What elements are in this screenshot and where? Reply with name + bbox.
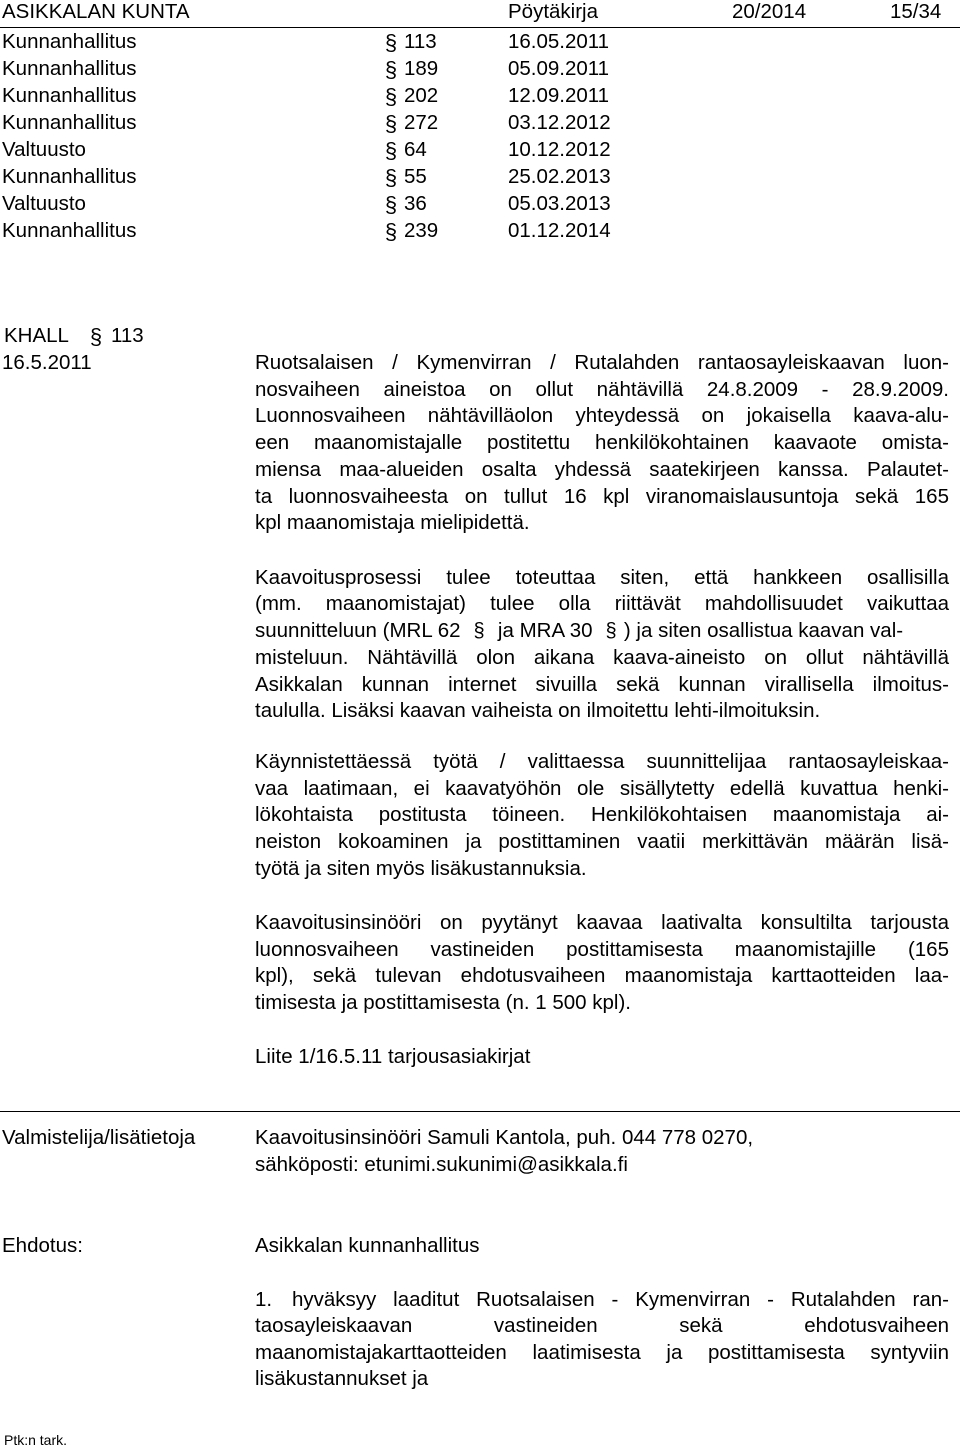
section-sign-icon (89, 323, 103, 349)
history-body: Kunnanhallitus (2, 57, 137, 80)
footer-checkers: Ptk:n tark. (4, 1432, 68, 1448)
attachment-reference: Liite 1/16.5.11 tarjousasiakirjat (255, 1045, 531, 1068)
section-sign-icon (472, 618, 486, 642)
history-date: 05.03.2013 (508, 192, 611, 215)
proposal-item-line: lisäkustannukset ja (255, 1367, 429, 1391)
p1-line: Ruotsalaisen / Kymenvirran / Rutalahden rantaosayleiskaavan luon- (255, 351, 949, 374)
history-date: 01.12.2014 (508, 219, 611, 242)
history-number: 64 (404, 138, 427, 161)
history-body: Valtuusto (2, 138, 86, 161)
proposal-item-line: taosayleiskaavan vastineiden sekä ehdotusvaiheen (255, 1314, 949, 1337)
item-org: KHALL (4, 324, 69, 347)
p4-line: kpl), sekä tulevan ehdotusvaiheen maanomistaja karttaotteiden laa- (255, 964, 949, 988)
history-body: Valtuusto (2, 192, 86, 215)
section-sign-icon (384, 218, 398, 244)
section-rule (0, 1111, 960, 1112)
history-body: Kunnanhallitus (2, 219, 137, 242)
proposal-item-number: 1. (255, 1288, 273, 1311)
p2-line: Asikkalan kunnan internet sivuilla sekä kunnan virallisella ilmoitus- (255, 672, 949, 696)
history-body: Kunnanhallitus (2, 111, 137, 134)
svg-text:§: § (384, 165, 398, 190)
history-date: 03.12.2012 (508, 111, 611, 134)
p3-line: lökohtaista postitusta töineen. Henkilökohtaisen maanomistaja ai- (255, 803, 949, 827)
document-number: 20/2014 (732, 0, 807, 23)
history-body: Kunnanhallitus (2, 165, 137, 188)
history-number: 202 (404, 84, 439, 107)
history-body: Kunnanhallitus (2, 84, 137, 107)
history-number: 36 (404, 192, 427, 215)
history-number: 113 (404, 30, 437, 53)
p2-line-3 (255, 617, 949, 644)
p2-line-3-a: suunnitteluun (MRL 62 (255, 619, 461, 642)
section-sign-icon (384, 137, 398, 163)
p3-line: Käynnistettäessä työtä / valittaessa suunnittelijaa rantaosayleiskaa- (255, 750, 949, 773)
p4-line: timisesta ja postittamisesta (n. 1 500 kpl). (255, 991, 631, 1015)
preparer-name-phone: Kaavoitusinsinööri Samuli Kantola, puh. 044 778 0270, (255, 1126, 754, 1149)
p1-line: nosvaiheen aineistoa on ollut nähtävillä 24.8.2009 - 28.9.2009. (255, 377, 949, 401)
history-number: 189 (404, 57, 439, 80)
p3-line: neiston kokoaminen ja postittaminen vaatii merkittävän määrän lisä- (255, 830, 949, 854)
history-date: 05.09.2011 (508, 57, 610, 80)
p3-line: työtä ja siten myös lisäkustannuksia. (255, 856, 587, 880)
p4-line: Kaavoitusinsinööri on pyytänyt kaavaa laativalta konsultilta tarjousta (255, 911, 949, 934)
preparer-label: Valmistelija/lisätietoja (2, 1126, 196, 1149)
history-body: Kunnanhallitus (2, 30, 137, 53)
item-date: 16.5.2011 (2, 351, 92, 374)
p1-line: miensa maa-alueiden osalta yhdessä saatekirjeen kanssa. Palautet- (255, 457, 949, 481)
document-type: Pöytäkirja (508, 0, 599, 23)
svg-text:§: § (384, 57, 398, 82)
p3-line: vaa laatimaan, ei kaavatyöhön ole sisällytetty edellä kuvattua henki- (255, 776, 949, 800)
svg-text:§: § (384, 138, 398, 163)
proposal-item-line-1: hyväksyy laaditut Ruotsalaisen - Kymenvirran - Rutalahden ran- (292, 1288, 949, 1311)
svg-text:§: § (473, 620, 485, 642)
p2-line-2: (mm. maanomistajat) tulee olla riittävät mahdollisuudet vaikuttaa (255, 592, 949, 615)
p2-line: misteluun. Nähtävillä olon aikana kaava-aineisto on ollut nähtävillä (255, 646, 949, 669)
p4-line: luonnosvaiheen vastineiden postittamisesta maanomistajille (165 (255, 937, 949, 961)
p1-line: Luonnosvaiheen nähtävilläolon yhteydessä on jokaisella kaava-alu- (255, 404, 949, 428)
history-date: 16.05.2011 (508, 30, 610, 53)
p2-line-3-b: ja MRA 30 (497, 619, 593, 642)
history-number: 239 (404, 219, 439, 242)
p2-line-1: Kaavoitusprosessi tulee toteuttaa siten, että hankkeen osallisilla (255, 566, 949, 589)
item-number: 113 (111, 324, 144, 347)
page-number: 15/34 (890, 0, 942, 23)
history-number: 55 (404, 165, 427, 188)
section-sign-icon (384, 83, 398, 109)
svg-text:§: § (605, 620, 617, 642)
history-date: 25.02.2013 (508, 165, 611, 188)
svg-text:§: § (384, 84, 398, 109)
svg-text:§: § (384, 111, 398, 136)
history-number: 272 (404, 111, 439, 134)
p2-line: taululla. Lisäksi kaavan vaiheista on ilmoitettu lehti-ilmoituksin. (255, 699, 821, 723)
history-date: 10.12.2012 (508, 138, 611, 161)
section-sign-icon (384, 164, 398, 190)
section-sign-icon (604, 618, 618, 642)
preparer-email: sähköposti: etunimi.sukunimi@asikkala.fi (255, 1153, 628, 1176)
p2-line-3-c: ) ja siten osallistua kaavan val- (623, 619, 904, 642)
svg-text:§: § (384, 192, 398, 217)
proposal-label: Ehdotus: (2, 1234, 83, 1257)
municipality-name: ASIKKALAN KUNTA (2, 0, 190, 23)
svg-text:§: § (89, 324, 103, 349)
proposer: Asikkalan kunnanhallitus (255, 1234, 480, 1257)
header-rule (0, 27, 960, 28)
section-sign-icon (384, 110, 398, 136)
section-sign-icon (384, 29, 398, 55)
proposal-item-line: maanomistajakarttaotteiden laatimisesta ja postittamisesta syntyviin (255, 1340, 949, 1364)
p1-line: een maanomistajalle postitettu henkilökohtainen kaavaote omista- (255, 431, 949, 455)
svg-text:§: § (384, 219, 398, 244)
section-sign-icon (384, 191, 398, 217)
history-date: 12.09.2011 (508, 84, 610, 107)
section-sign-icon (384, 56, 398, 82)
p1-line: ta luonnosvaiheesta on tullut 16 kpl viranomaislausuntoja sekä 165 (255, 484, 949, 508)
svg-text:§: § (384, 30, 398, 55)
p1-line: kpl maanomistaja mielipidettä. (255, 511, 530, 535)
